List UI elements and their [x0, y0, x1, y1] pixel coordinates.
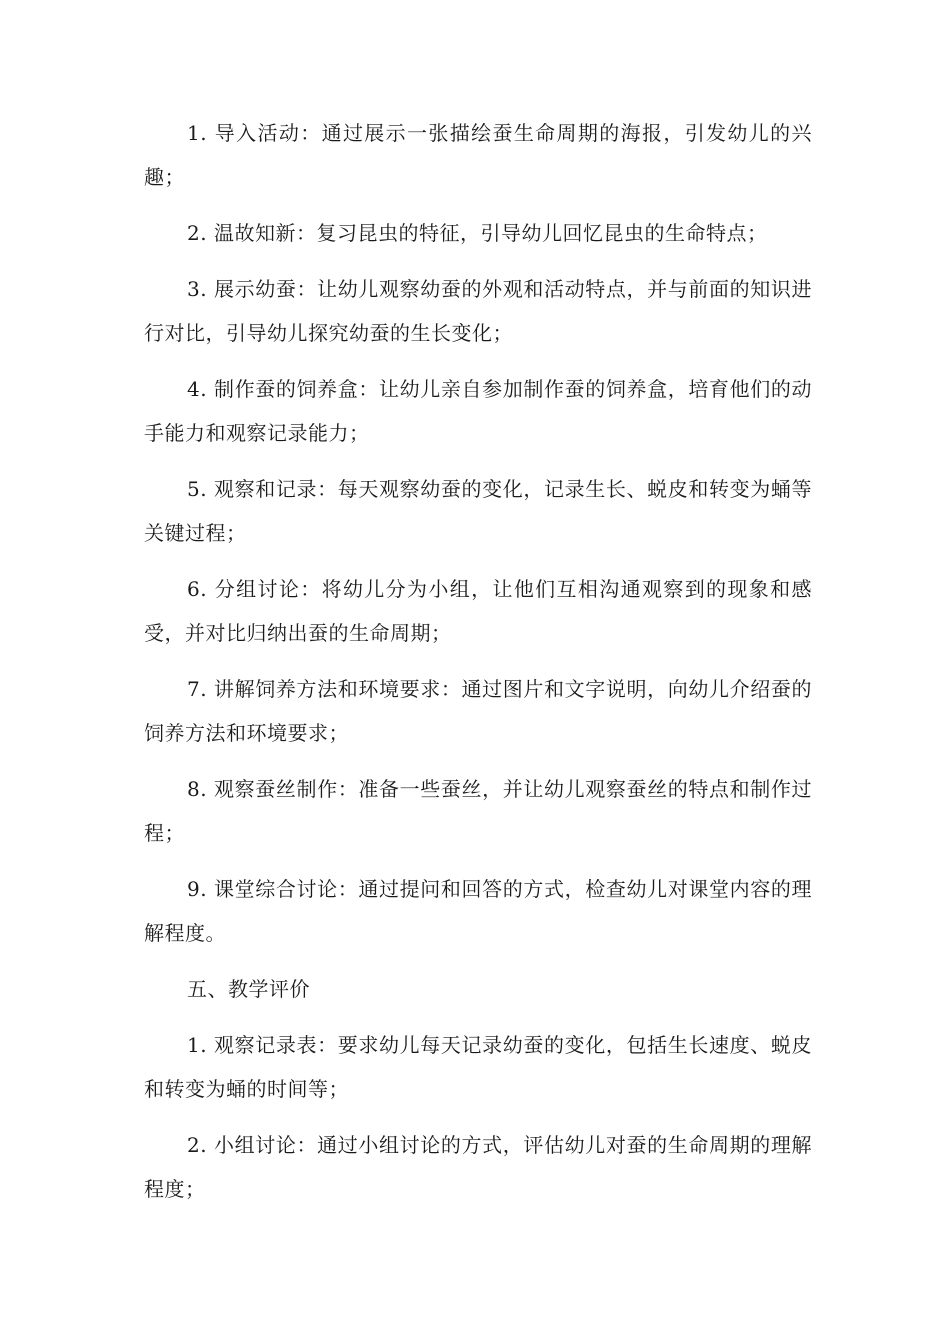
paragraph-step-9: 9. 课堂综合讨论：通过提问和回答的方式，检查幼儿对课堂内容的理解程度。: [144, 877, 812, 945]
paragraph-evaluation-1: 1. 观察记录表：要求幼儿每天记录幼蚕的变化，包括生长速度、蜕皮和转变为蛹的时间等；: [144, 1033, 812, 1101]
section-heading-evaluation: 五、教学评价: [187, 977, 310, 1001]
paragraph-step-3: 3. 展示幼蚕：让幼儿观察幼蚕的外观和活动特点，并与前面的知识进行对比，引导幼儿探究幼蚕的生长变化；: [144, 277, 812, 345]
paragraph-step-7: 7. 讲解饲养方法和环境要求：通过图片和文字说明，向幼儿介绍蚕的饲养方法和环境要求；: [144, 677, 812, 745]
paragraph-step-8: 8. 观察蚕丝制作：准备一些蚕丝，并让幼儿观察蚕丝的特点和制作过程；: [144, 777, 812, 845]
paragraph-step-5: 5. 观察和记录：每天观察幼蚕的变化，记录生长、蜕皮和转变为蛹等关键过程；: [144, 477, 812, 545]
paragraph-step-6: 6. 分组讨论：将幼儿分为小组，让他们互相沟通观察到的现象和感受，并对比归纳出蚕的生命周期；: [144, 577, 812, 645]
paragraph-evaluation-2: 2. 小组讨论：通过小组讨论的方式，评估幼儿对蚕的生命周期的理解程度；: [144, 1133, 812, 1201]
document-body: [144, 111, 812, 1223]
paragraph-step-4: 4. 制作蚕的饲养盒：让幼儿亲自参加制作蚕的饲养盒，培育他们的动手能力和观察记录能力；: [144, 377, 812, 445]
paragraph-step-1: 1. 导入活动：通过展示一张描绘蚕生命周期的海报，引发幼儿的兴趣；: [144, 121, 812, 189]
paragraph-step-2: 2. 温故知新：复习昆虫的特征，引导幼儿回忆昆虫的生命特点；: [187, 221, 768, 245]
